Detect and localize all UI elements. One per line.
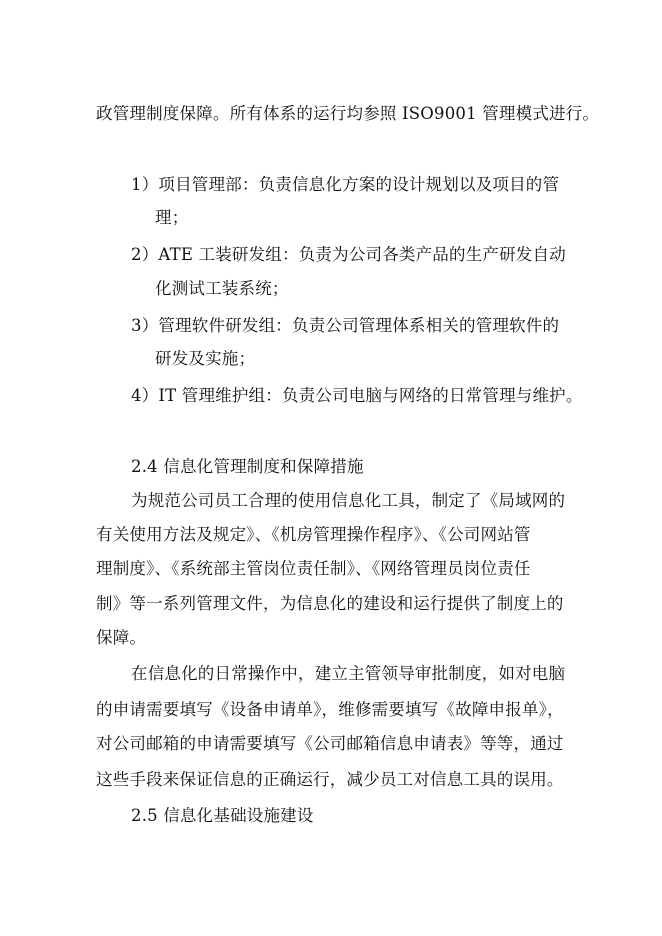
section-heading-2-4: 2.4 信息化管理制度和保障措施 <box>131 457 364 476</box>
list-item-1-line-1: 1）项目管理部：负责信息化方案的设计规划以及项目的管 <box>131 175 560 194</box>
section-heading-2-5: 2.5 信息化基础设施建设 <box>131 806 314 825</box>
paragraph-2-line-2: 的申请需要填写《设备申请单》，维修需要填写《故障申报单》， <box>96 700 564 719</box>
list-item-3-line-1: 3）管理软件研发组：负责公司管理体系相关的管理软件的 <box>131 316 560 335</box>
paragraph-1-line-1: 为规范公司员工合理的使用信息化工具，制定了《局域网的 <box>131 491 566 510</box>
list-item-1-line-2: 理； <box>155 208 189 227</box>
list-item-3-line-2: 研发及实施； <box>155 349 256 368</box>
paragraph-2-line-1: 在信息化的日常操作中，建立主管领导审批制度，如对电脑 <box>131 664 566 683</box>
paragraph-1-line-3: 理制度》、《系统部主管岗位责任制》、《网络管理员岗位责任 <box>96 559 531 578</box>
list-item-2-line-1: 2）ATE 工装研发组：负责为公司各类产品的生产研发自动 <box>131 245 566 264</box>
paragraph-2-line-4: 这些手段来保证信息的正确运行，减少员工对信息工具的误用。 <box>96 770 564 789</box>
list-item-2-line-2: 化测试工装系统； <box>155 279 289 298</box>
paragraph-1-line-5: 保障。 <box>96 628 147 647</box>
paragraph-1-line-4: 制》等一系列管理文件，为信息化的建设和运行提供了制度上的 <box>96 594 564 613</box>
paragraph-2-line-3: 对公司邮箱的申请需要填写《公司邮箱信息申请表》等等，通过 <box>96 734 564 753</box>
intro-tail-line: 政管理制度保障。所有体系的运行均参照 ISO9001 管理模式进行。 <box>96 104 600 123</box>
list-item-4-line-1: 4）IT 管理维护组：负责公司电脑与网络的日常管理与维护。 <box>131 386 583 405</box>
paragraph-1-line-2: 有关使用方法及规定》、《机房管理操作程序》、《公司网站管 <box>96 525 531 544</box>
